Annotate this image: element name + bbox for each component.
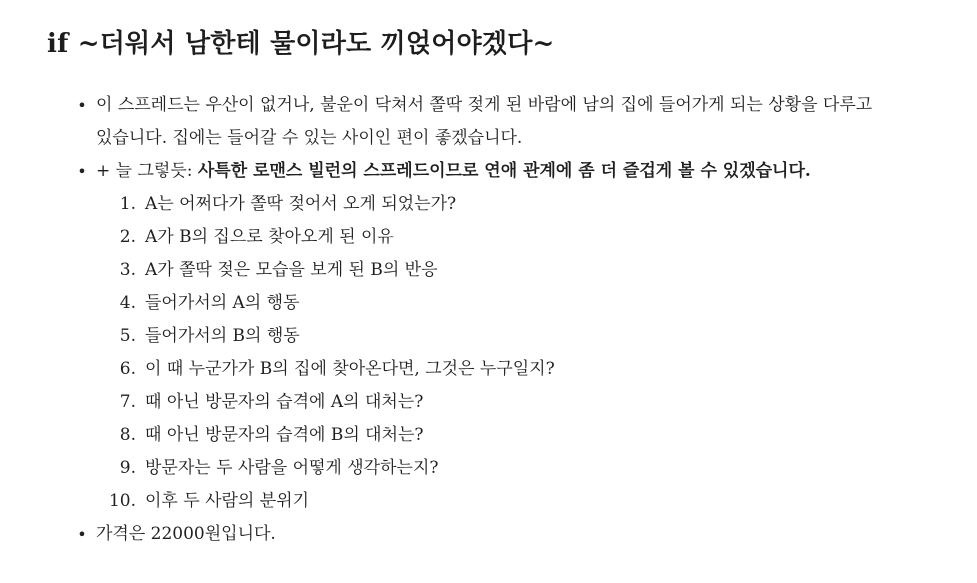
bullet-list — [77, 89, 926, 551]
question-number: 7. — [119, 392, 136, 412]
list-item-prefix: + 늘 그렇듯: — [96, 161, 198, 181]
question-item — [96, 452, 926, 485]
question-item — [96, 320, 926, 353]
question-text: A가 B의 집으로 찾아오게 된 이유 — [145, 227, 394, 247]
question-number: 8. — [119, 425, 136, 445]
question-item — [96, 254, 926, 287]
question-item — [96, 485, 926, 518]
question-item — [96, 353, 926, 386]
question-text: 들어가서의 B의 행동 — [145, 326, 300, 346]
question-text: 들어가서의 A의 행동 — [145, 293, 300, 313]
question-text: A가 쫄딱 젖은 모습을 보게 된 B의 반응 — [145, 260, 438, 280]
question-item — [96, 419, 926, 452]
question-text: 때 아닌 방문자의 습격에 B의 대처는? — [145, 425, 424, 445]
question-text: A는 어쩌다가 쫄딱 젖어서 오게 되었는가? — [145, 194, 457, 214]
question-number: 10. — [108, 491, 136, 511]
list-item-text — [96, 155, 926, 188]
question-item — [96, 188, 926, 221]
bold-list-item-text: 사특한 로맨스 빌런의 스프레드이므로 연애 관계에 좀 더 즐겁게 볼 수 있겠습니다. — [197, 161, 811, 181]
question-text: 방문자는 두 사람을 어떻게 생각하는지? — [145, 458, 439, 478]
bullet-icon: • — [77, 162, 87, 181]
question-item — [96, 221, 926, 254]
list-item-text: 가격은 22000원입니다. — [96, 524, 276, 544]
question-text: 때 아닌 방문자의 습격에 A의 대처는? — [145, 392, 424, 412]
question-number: 5. — [119, 326, 136, 346]
question-item — [96, 287, 926, 320]
question-number: 6. — [119, 359, 136, 379]
bullet-icon: • — [77, 525, 87, 544]
question-number: 4. — [119, 293, 136, 313]
question-number: 9. — [119, 458, 136, 478]
question-text: 이후 두 사람의 분위기 — [145, 491, 310, 511]
page-title: if ~더워서 남한테 물이라도 끼얹어야겠다~ — [47, 29, 555, 59]
question-number: 2. — [119, 227, 136, 247]
bullet-icon: • — [77, 96, 87, 115]
list-item — [77, 518, 926, 551]
question-text: 이 때 누군가가 B의 집에 찾아온다면, 그것은 누구일지? — [145, 359, 555, 379]
question-number: 1. — [119, 194, 136, 214]
question-list — [96, 188, 926, 518]
list-item-text: 이 스프레드는 우산이 없거나, 불운이 닥쳐서 쫄딱 젖게 된 바람에 남의 집에 들어가게 되는 상황을 다루고 있습니다. 집에는 들어갈 수 있는 사이인 편이 좋겠습니다. — [96, 95, 873, 148]
question-item — [96, 386, 926, 419]
list-item — [77, 89, 926, 155]
question-number: 3. — [119, 260, 136, 280]
list-item — [77, 155, 926, 518]
